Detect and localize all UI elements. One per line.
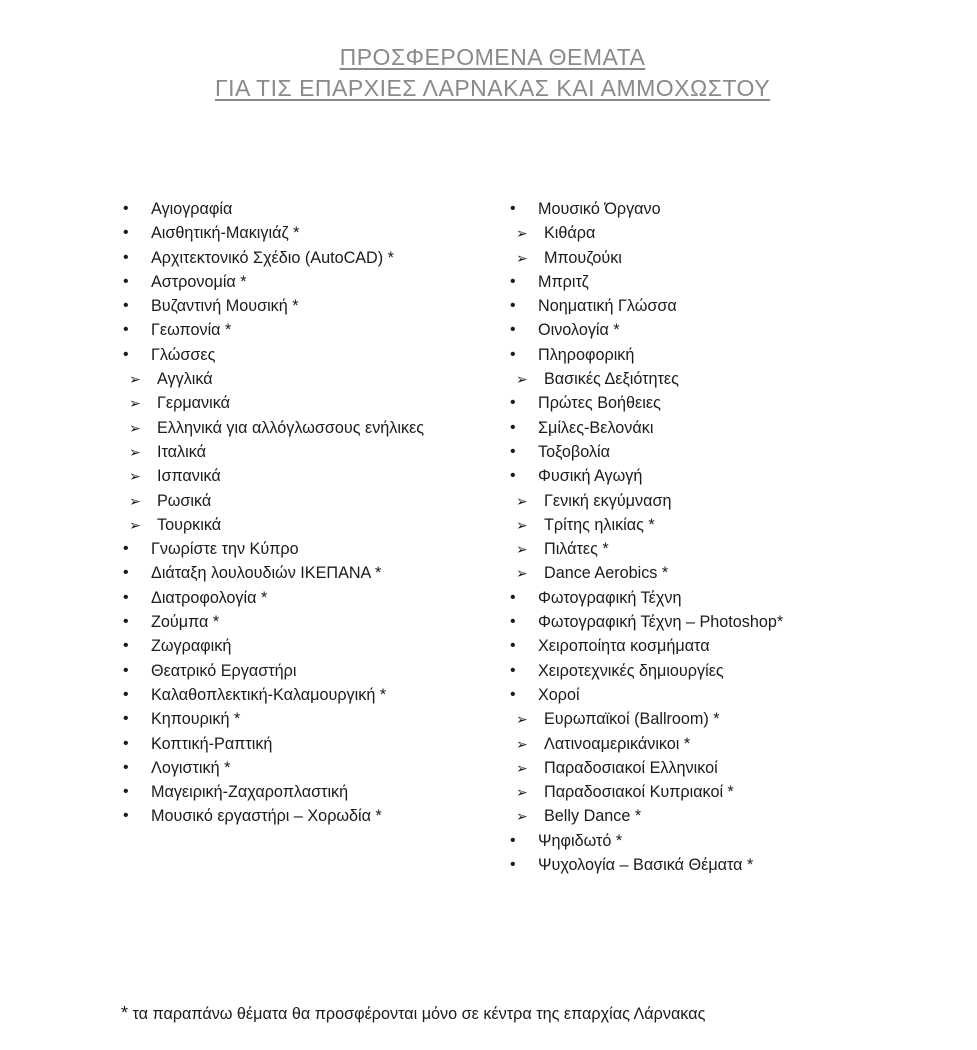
list-item xyxy=(121,561,481,585)
sub-list-item xyxy=(121,416,457,440)
bullet-icon: • xyxy=(123,783,129,801)
list-item-label: Μπριτζ xyxy=(538,272,589,291)
sub-list-item-label: Belly Dance * xyxy=(544,807,642,826)
arrow-bullet-icon: ➢ xyxy=(516,735,528,752)
list-item xyxy=(508,853,888,877)
arrow-bullet-icon: ➢ xyxy=(129,419,141,436)
sub-list-item xyxy=(508,537,888,561)
list-item xyxy=(121,804,481,828)
list-item-label: Διάταξη λουλουδιών ΙΚΕΠΑΝΑ * xyxy=(151,564,382,583)
list-item-label: Κηπουρική * xyxy=(151,710,241,729)
list-item-label: Γεωπονία * xyxy=(151,321,232,340)
sub-list-item-label: Γερμανικά xyxy=(157,394,230,413)
list-item xyxy=(508,829,888,853)
sub-list-item xyxy=(121,464,481,488)
sub-list-item xyxy=(508,367,888,391)
list-item-label: Πληροφορική xyxy=(538,345,635,364)
bullet-icon: • xyxy=(123,734,129,752)
list-item xyxy=(508,464,888,585)
list-item xyxy=(121,610,481,634)
arrow-bullet-icon: ➢ xyxy=(516,516,528,533)
bullet-icon: • xyxy=(123,540,129,558)
bullet-icon: • xyxy=(510,685,516,703)
bullet-icon: • xyxy=(123,807,129,825)
list-item xyxy=(121,586,481,610)
arrow-bullet-icon: ➢ xyxy=(129,516,141,533)
list-item xyxy=(121,634,481,658)
bullet-icon: • xyxy=(123,224,129,242)
sub-list xyxy=(508,489,888,586)
bullet-icon: • xyxy=(123,588,129,606)
list-item xyxy=(508,416,888,440)
list-item-label: Βυζαντινή Μουσική * xyxy=(151,297,299,316)
list-item-label: Σμίλες-Βελονάκι xyxy=(538,418,654,437)
list-item-label: Ζωγραφική xyxy=(151,637,232,656)
bullet-icon: • xyxy=(123,637,129,655)
sub-list-item xyxy=(508,732,888,756)
bullet-icon: • xyxy=(123,613,129,631)
list-item xyxy=(121,780,481,804)
sub-list-item-label: Παραδοσιακοί Κυπριακοί * xyxy=(544,783,734,802)
sub-list-item-label: Ευρωπαϊκοί (Ballroom) * xyxy=(544,710,720,729)
bullet-icon: • xyxy=(510,856,516,874)
bullet-icon: • xyxy=(123,685,129,703)
sub-list-item-label: Τουρκικά xyxy=(157,515,222,534)
sub-list-item-label: Ισπανικά xyxy=(157,467,221,486)
list-item-label: Χοροί xyxy=(538,685,580,704)
bullet-icon: • xyxy=(510,321,516,339)
list-item xyxy=(121,294,481,318)
bullet-icon: • xyxy=(510,831,516,849)
bullet-icon: • xyxy=(510,272,516,290)
arrow-bullet-icon: ➢ xyxy=(516,225,528,242)
list-item-label: Θεατρικό Εργαστήρι xyxy=(151,661,297,680)
bullet-icon: • xyxy=(123,661,129,679)
sub-list-item-label: Γενική εκγύμναση xyxy=(544,491,672,510)
bullet-icon: • xyxy=(123,321,129,339)
list-item-label: Καλαθοπλεκτική-Καλαμουργική * xyxy=(151,685,387,704)
right-course-list xyxy=(508,197,888,877)
bullet-icon: • xyxy=(510,442,516,460)
arrow-bullet-icon: ➢ xyxy=(516,759,528,776)
bullet-icon: • xyxy=(510,637,516,655)
list-item xyxy=(121,246,481,270)
list-item xyxy=(508,197,888,270)
list-item xyxy=(121,537,481,561)
list-item-label: Ψυχολογία – Βασικά Θέματα * xyxy=(538,856,754,875)
sub-list-item xyxy=(508,221,888,245)
arrow-bullet-icon: ➢ xyxy=(516,249,528,266)
list-item-label: Γλώσσες xyxy=(151,345,216,364)
sub-list-item xyxy=(508,804,888,828)
sub-list-item-label: Κιθάρα xyxy=(544,224,596,243)
sub-list-item xyxy=(508,780,888,804)
sub-list xyxy=(508,707,888,828)
sub-list-item-label: Παραδοσιακοί Ελληνικοί xyxy=(544,758,718,777)
list-item-label: Νοηματική Γλώσσα xyxy=(538,297,677,316)
list-item xyxy=(508,318,888,342)
list-item xyxy=(508,634,888,658)
list-item-label: Οινολογία * xyxy=(538,321,620,340)
bullet-icon: • xyxy=(510,588,516,606)
list-item xyxy=(121,343,481,537)
sub-list-item-label: Βασικές Δεξιότητες xyxy=(544,370,679,389)
list-item-label: Διατροφολογία * xyxy=(151,588,268,607)
list-item-label: Φωτογραφική Τέχνη – Photoshop* xyxy=(538,613,784,632)
arrow-bullet-icon: ➢ xyxy=(129,468,141,485)
list-item xyxy=(508,610,888,634)
sub-list-item xyxy=(121,489,481,513)
footnote-asterisk: * xyxy=(121,1003,129,1023)
sub-list-item-label: Λατινοαμερικάνικοι * xyxy=(544,734,691,753)
bullet-icon: • xyxy=(123,248,129,266)
list-item xyxy=(121,659,481,683)
arrow-bullet-icon: ➢ xyxy=(516,784,528,801)
list-item-label: Φωτογραφική Τέχνη xyxy=(538,588,682,607)
arrow-bullet-icon: ➢ xyxy=(129,371,141,388)
list-item-label: Γνωρίστε την Κύπρο xyxy=(151,540,299,559)
sub-list-item-label: Dance Aerobics * xyxy=(544,564,669,583)
sub-list xyxy=(121,367,481,537)
list-item-label: Χειροποίητα κοσμήματα xyxy=(538,637,710,656)
list-item-label: Ψηφιδωτό * xyxy=(538,831,623,850)
bullet-icon: • xyxy=(510,297,516,315)
arrow-bullet-icon: ➢ xyxy=(516,808,528,825)
list-item xyxy=(121,270,481,294)
list-item-label: Αστρονομία * xyxy=(151,272,247,291)
list-item xyxy=(508,586,888,610)
list-item-label: Μαγειρική-Ζαχαροπλαστική xyxy=(151,783,349,802)
list-item-label: Χειροτεχνικές δημιουργίες xyxy=(538,661,724,680)
arrow-bullet-icon: ➢ xyxy=(516,371,528,388)
bullet-icon: • xyxy=(123,272,129,290)
bullet-icon: • xyxy=(123,564,129,582)
sub-list xyxy=(508,367,888,391)
arrow-bullet-icon: ➢ xyxy=(516,565,528,582)
list-item xyxy=(508,683,888,829)
list-item-label: Αρχιτεκτονικό Σχέδιο (AutoCAD) * xyxy=(151,248,394,267)
bullet-icon: • xyxy=(510,467,516,485)
sub-list-item xyxy=(508,561,888,585)
list-item-label: Κοπτική-Ραπτική xyxy=(151,734,273,753)
arrow-bullet-icon: ➢ xyxy=(516,541,528,558)
sub-list-item xyxy=(121,367,481,391)
sub-list-item-label: Τρίτης ηλικίας * xyxy=(544,515,655,534)
list-item xyxy=(121,707,481,731)
list-item-label: Πρώτες Βοήθειες xyxy=(538,394,661,413)
bullet-icon: • xyxy=(123,297,129,315)
bullet-icon: • xyxy=(123,710,129,728)
sub-list-item xyxy=(508,513,888,537)
bullet-icon: • xyxy=(123,758,129,776)
list-item xyxy=(508,440,888,464)
left-course-list xyxy=(121,197,481,829)
sub-list-item xyxy=(121,391,481,415)
list-item xyxy=(508,391,888,415)
bullet-icon: • xyxy=(510,200,516,217)
list-item xyxy=(121,756,481,780)
sub-list-item xyxy=(508,246,888,270)
sub-list-item-label: Ελληνικά για αλλόγλωσσους ενήλικες xyxy=(157,418,425,437)
arrow-bullet-icon: ➢ xyxy=(129,492,141,509)
sub-list-item-label: Μπουζούκι xyxy=(544,248,622,267)
list-item-label: Αγιογραφία xyxy=(151,200,233,218)
list-item xyxy=(121,221,481,245)
list-item xyxy=(121,683,481,707)
list-item-label: Μουσικό Όργανο xyxy=(538,200,661,218)
bullet-icon: • xyxy=(510,345,516,363)
list-item xyxy=(508,659,888,683)
sub-list-item-label: Πιλάτες * xyxy=(544,540,609,559)
list-item xyxy=(121,732,481,756)
bullet-icon: • xyxy=(510,418,516,436)
sub-list-item xyxy=(121,440,481,464)
sub-list-item-label: Αγγλικά xyxy=(157,370,213,389)
list-item xyxy=(121,318,481,342)
list-item xyxy=(508,270,888,294)
list-item-label: Φυσική Αγωγή xyxy=(538,467,643,486)
footnote xyxy=(121,1003,705,1024)
bullet-icon: • xyxy=(123,200,129,217)
page-title: ΠΡΟΣΦΕΡΟΜΕΝΑ ΘΕΜΑΤΑ xyxy=(339,44,646,70)
bullet-icon: • xyxy=(510,394,516,412)
list-item-label: Μουσικό εργαστήρι – Χορωδία * xyxy=(151,807,382,826)
list-item-label: Ζούμπα * xyxy=(151,613,220,632)
list-item-label: Τοξοβολία xyxy=(538,442,610,461)
bullet-icon: • xyxy=(510,661,516,679)
sub-list-item-label: Ρωσικά xyxy=(157,491,212,510)
list-item-label: Λογιστική * xyxy=(151,758,231,777)
sub-list-item xyxy=(508,756,888,780)
list-item-label: Αισθητική-Μακιγιάζ * xyxy=(151,224,300,243)
list-item xyxy=(508,343,888,392)
sub-list-item xyxy=(121,513,481,537)
arrow-bullet-icon: ➢ xyxy=(516,492,528,509)
bullet-icon: • xyxy=(123,345,129,363)
bullet-icon: • xyxy=(510,613,516,631)
footnote-text: τα παραπάνω θέματα θα προσφέρονται μόνο σε κέντρα της επαρχίας Λάρνακας xyxy=(128,1005,706,1023)
arrow-bullet-icon: ➢ xyxy=(129,395,141,412)
sub-list xyxy=(508,221,888,270)
arrow-bullet-icon: ➢ xyxy=(516,711,528,728)
sub-list-item-label: Ιταλικά xyxy=(157,442,206,461)
arrow-bullet-icon: ➢ xyxy=(129,443,141,460)
page-subtitle: ΓΙΑ ΤΙΣ ΕΠΑΡΧΙΕΣ ΛΑΡΝΑΚΑΣ ΚΑΙ ΑΜΜΟΧΩΣΤΟΥ xyxy=(214,75,771,101)
list-item xyxy=(508,294,888,318)
sub-list-item xyxy=(508,489,888,513)
list-item xyxy=(121,197,481,221)
sub-list-item xyxy=(508,707,888,731)
